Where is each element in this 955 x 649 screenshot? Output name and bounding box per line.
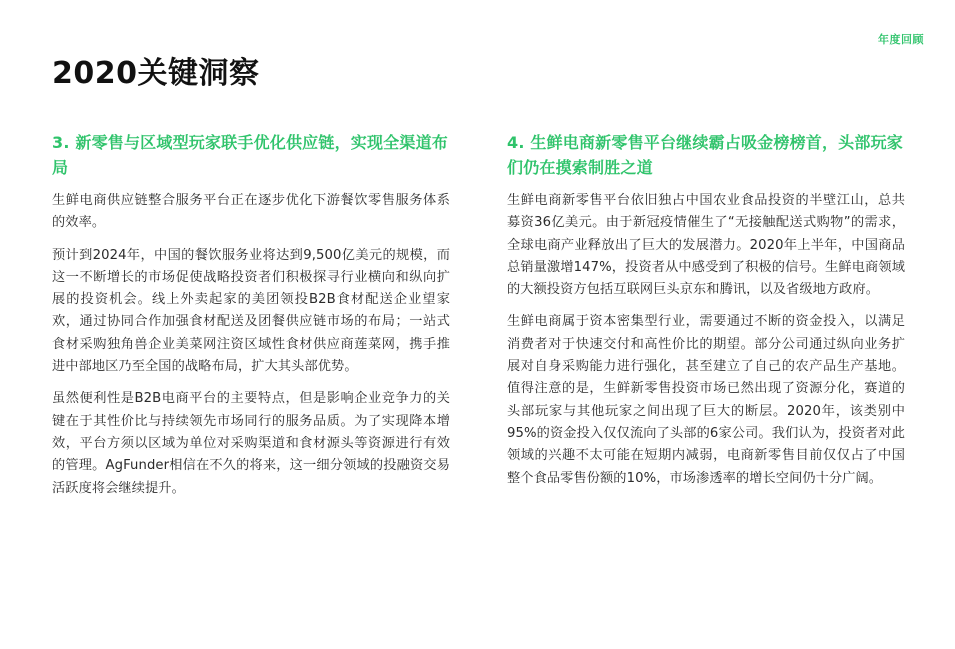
insight-4-paragraph-1: 生鲜电商新零售平台依旧独占中国农业食品投资的半壁江山，总共募资36亿美元。由于新冠疫情催生了“无接触配送式购物”的需求，全球电商产业释放出了巨大的发展潜力。2020年上半年，中国商品总销量激增147%，投资者从中感受到了积极的信号。生鲜电商领域的大额投资方包括互联网巨头京东和腾讯，以及省级地方政府。 xyxy=(507,193,905,298)
insight-heading-3: 3. 新零售与区域型玩家联手优化供应链，实现全渠道布局 xyxy=(52,133,448,177)
insight-4-paragraph-2: 生鲜电商属于资本密集型行业，需要通过不断的资金投入，以满足消费者对于快速交付和高性价比的期望。部分公司通过纵向业务扩展对自身采购能力进行强化，甚至建立了自己的农产品生产基地。值得注意的是，生鲜新零售投资市场已然出现了资源分化，赛道的头部玩家与其他玩家之间出现了巨大的断层。2020年，该类别中95%的资金投入仅仅流向了头部的6家公司。我们认为，投资者对此领域的兴趣不太可能在短期内减弱，电商新零售目前仅仅占了中国整个食品零售份额的10%，市场渗透率的增长空间仍十分广阔。 xyxy=(507,314,905,486)
insight-3-paragraph-3: 虽然便利性是B2B电商平台的主要特点，但是影响企业竞争力的关键在于其性价比与持续领先市场同行的服务品质。为了实现降本增效，平台方须以区域为单位对采购渠道和食材源头等资源进行有效的管理。AgFunder相信在不久的将来，这一细分领域的投融资交易活跃度将会继续提升。 xyxy=(52,391,450,496)
insight-column-4 xyxy=(507,130,905,500)
section-tag: 年度回顾 xyxy=(878,33,924,46)
insight-3-paragraph-2: 预计到2024年，中国的餐饮服务业将达到9,500亿美元的规模，而这一不断增长的市场促使战略投资者们积极探寻行业横向和纵向扩展的投资机会。线上外卖起家的美团领投B2B食材配送企业望家欢，通过协同合作加强食材配送及团餐供应链市场的布局；一站式食材采购独角兽企业美菜网注资区域性食材供应商莲菜网，携手推进中部地区乃至全国的战略布局，扩大其头部优势。 xyxy=(52,247,450,375)
insight-3-paragraph-1: 生鲜电商供应链整合服务平台正在逐步优化下游餐饮零售服务体系的效率。 xyxy=(52,193,450,231)
insight-heading-4: 4. 生鲜电商新零售平台继续霸占吸金榜榜首，头部玩家们仍在摸索制胜之道 xyxy=(507,133,903,177)
insight-column-3 xyxy=(52,130,450,510)
page-title: 2020关键洞察 xyxy=(52,56,260,91)
